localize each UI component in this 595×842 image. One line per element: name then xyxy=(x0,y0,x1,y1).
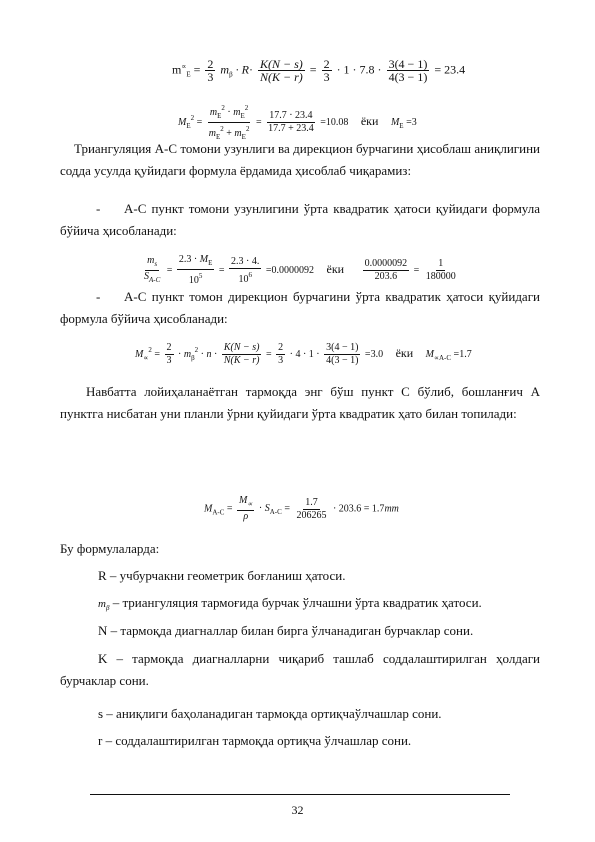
formula-position-error: $M_{A-C}$ = $\frac{M_\propto}{\rho}$ · $S_{A-C}$ = $\frac{1.7}{206265}$ · 203.6 = 1.7mm xyxy=(204,495,399,522)
conjunction-eki: ёки xyxy=(395,345,414,360)
formula-lhs: m xyxy=(172,62,182,77)
formula-combined-error: $M_E^2$ = $\frac{m_E^2 \cdot m_E^2}{m_E^2 + m_E^2}$ = $\frac{17.7 \cdot 23.4}{17.7 + 23.4}$ =10.08 ёки $M_E =3$ xyxy=(178,104,417,141)
formula-tail: · 203.6 = 1.7 xyxy=(332,503,385,515)
formula-value: 10.08 xyxy=(325,116,349,128)
definition-m-beta: $m_\beta$ – триангуляция тармоғида бурчак ўлчашни ўрта квадратик ҳатоси. xyxy=(98,595,482,612)
formula-mean-square-error: $m^\propto_E$ = $\frac{2}{3}$ $m_\beta \cdot R\cdot$ $\frac{K(N - s)}{N(K - r)}$ = $\frac{2}{3}$ · 1 · 7.8 · $\frac{3(4 - 1)}{4(3 - 1)}$ = 23.4 xyxy=(172,57,466,84)
definition-s: s – аниқлиги баҳоланадиган тармоқда ортиқчаўлчашлар сони. xyxy=(98,706,442,721)
list-item-side-length xyxy=(60,198,540,242)
paragraph-weakest-point: Навбатта лойиҳаланаётган тармоқда энг бўш пункт С бўлиб, бошланғич А пунктга нисбатан уни планли ўрни қуйидаги ўрта квадратик ҳато билан топилади: xyxy=(60,384,540,421)
formula-unit: mm xyxy=(384,503,399,515)
definition-text: – триангуляция тармоғида бурчак ўлчашни ўрта квадратик ҳатоси. xyxy=(112,595,482,610)
formula-result: 3 xyxy=(411,116,417,128)
definition-k xyxy=(60,648,540,692)
conjunction-eki: ёки xyxy=(360,113,379,128)
footer-divider xyxy=(90,794,510,795)
formula-value: 0.0000092 xyxy=(271,264,315,276)
list-item-direction-angle xyxy=(60,286,540,330)
list-item-text: А-С пункт томон дирекцион бурчагини ўрта квадратик ҳатоси қуйидаги формула бўйича ҳисобланади: xyxy=(60,289,540,326)
page-number: 32 xyxy=(291,803,304,817)
definition-r-upper: R – учбурчакни геометрик боғланиш ҳатоси. xyxy=(98,568,346,583)
definition-n: N – тармоқда диагналлар билан бирга ўлчанадиган бурчаклар сони. xyxy=(98,623,474,638)
list-dash: - xyxy=(96,289,101,304)
formula-result: 1.7 xyxy=(459,348,472,360)
formula-value: 3.0 xyxy=(370,348,384,360)
conjunction-eki: ёки xyxy=(326,261,345,276)
definition-r-lower: r – соддалаштирилган тармоқда ортиқча ўлчашлар сони. xyxy=(98,733,412,748)
paragraph-intro: Триангуляция А-С томони узунлиги ва дирекцион бурчагини ҳисоблаш аниқлигини содда усулда қуйидаги формула ёрдамида ҳисоблаб чиқарамиз: xyxy=(60,141,540,178)
paragraph-legend-intro: Бу формулаларда: xyxy=(60,541,160,556)
formula-result: = 23.4 xyxy=(434,62,466,77)
formula-relative-error: $\frac{m_s}{S_{A-C}}$ = $\frac{2.3 \cdot M_E}{10^5}$ = $\frac{2.3 \cdot 4.}{10^6}$ =0.0000092 ёки $\frac{0.0000092}{203.6}$ = $\frac{1}{180000}$ xyxy=(144,254,456,286)
list-item-text: А-С пункт томони узунлигини ўрта квадратик ҳатоси қуйидаги формула бўйича ҳисобланади: xyxy=(60,201,540,238)
list-dash: - xyxy=(96,201,101,216)
definition-text: K – тармоқда диагналларни чиқариб ташлаб соддалаштирилган ҳолдаги бурчаклар сони. xyxy=(60,651,540,688)
formula-direction-error: $M_\propto^2$ = $\frac{2}{3}$ · $m_\beta^2 \cdot n$ · $\frac{K(N - s)}{N(K - r)}$ = $\frac{2}{3}$ · 4 · 1 · $\frac{3(4 - 1)}{4(3 - 1)}$ =3.0 ёки $M_{\propto A-C} =1.7$ xyxy=(135,342,472,366)
